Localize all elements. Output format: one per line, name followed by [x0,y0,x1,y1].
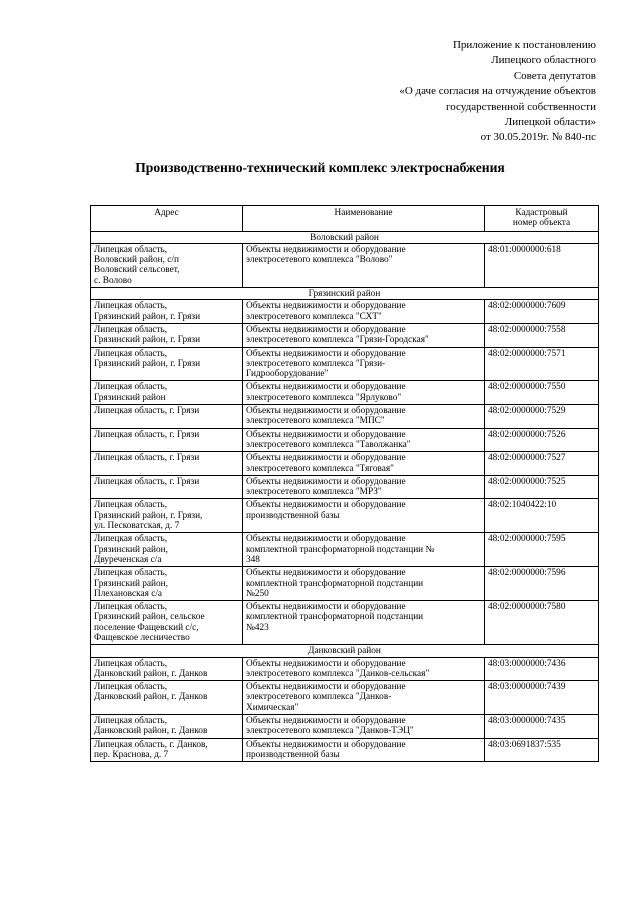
column-header-cadastral: Кадастровый номер объекта [485,206,599,232]
cadastral-cell: 48:02:0000000:7527 [485,452,599,476]
cadastral-cell: 48:01:0000000:618 [485,243,599,287]
table-row [91,533,599,567]
address-cell: Липецкая область, Грязинский район, г. Грязи [91,300,243,324]
cadastral-cell: 48:02:0000000:7609 [485,300,599,324]
name-cell: Объекты недвижимости и оборудование электросетевого комплекса "МРЗ" [243,475,485,499]
cadastral-cell: 48:02:0000000:7529 [485,405,599,429]
address-cell: Липецкая область, Данковский район, г. Данков [91,657,243,681]
header-line: Липецкого областного [491,54,596,67]
cadastral-cell: 48:02:0000000:7595 [485,533,599,567]
header-line: государственной собственности [446,100,596,113]
section-title: Грязинский район [91,288,599,300]
address-cell: Липецкая область, Грязинский район, г. Грязи [91,347,243,381]
cadastral-cell: 48:03:0000000:7439 [485,681,599,715]
name-cell: Объекты недвижимости и оборудование электросетевого комплекса "Грязи- Гидрооборудование" [243,347,485,381]
table-row [91,715,599,739]
section-row [91,645,599,657]
table-row [91,300,599,324]
address-cell: Липецкая область, Грязинский район, Двуреченская с/а [91,533,243,567]
table-row [91,657,599,681]
objects-table [90,205,599,762]
cadastral-cell: 48:02:0000000:7525 [485,475,599,499]
section-title: Данковский район [91,645,599,657]
table-row [91,452,599,476]
address-cell: Липецкая область, Грязинский район, г. Грязи [91,323,243,347]
cadastral-cell: 48:03:0000000:7436 [485,657,599,681]
name-cell: Объекты недвижимости и оборудование производственной базы [243,738,485,762]
table-header-row [91,206,599,232]
table-body [91,231,599,762]
address-cell: Липецкая область, Грязинский район [91,381,243,405]
table-row [91,243,599,287]
section-row [91,231,599,243]
cadastral-cell: 48:03:0000000:7435 [485,715,599,739]
table-row [91,405,599,429]
name-cell: Объекты недвижимости и оборудование электросетевого комплекса "Ярлуково" [243,381,485,405]
table-row [91,601,599,645]
table-row [91,381,599,405]
address-cell: Липецкая область, г. Грязи [91,428,243,452]
address-cell: Липецкая область, Данковский район, г. Данков [91,715,243,739]
column-header-name: Наименование [243,206,485,232]
header-line: Липецкой области» [504,116,596,129]
name-cell: Объекты недвижимости и оборудование электросетевого комплекса "Волово" [243,243,485,287]
address-cell: Липецкая область, г. Данков, пер. Краснова, д. 7 [91,738,243,762]
table-row [91,738,599,762]
name-cell: Объекты недвижимости и оборудование комплектной трансформаторной подстанции №423 [243,601,485,645]
name-cell: Объекты недвижимости и оборудование комплектной трансформаторной подстанции № 348 [243,533,485,567]
name-cell: Объекты недвижимости и оборудование электросетевого комплекса "Грязи-Городская" [243,323,485,347]
cadastral-cell: 48:02:0000000:7596 [485,567,599,601]
table-row [91,475,599,499]
table-row [91,567,599,601]
address-cell: Липецкая область, г. Грязи [91,452,243,476]
name-cell: Объекты недвижимости и оборудование комплектной трансформаторной подстанции №250 [243,567,485,601]
name-cell: Объекты недвижимости и оборудование электросетевого комплекса "Данков-ТЭЦ" [243,715,485,739]
name-cell: Объекты недвижимости и оборудование электросетевого комплекса "МПС" [243,405,485,429]
section-row [91,288,599,300]
header-line: Совета депутатов [513,69,596,82]
cadastral-cell: 48:02:0000000:7571 [485,347,599,381]
address-cell: Липецкая область, Грязинский район, г. Грязи, ул. Песковатская, д. 7 [91,499,243,533]
cadastral-cell: 48:02:0000000:7558 [485,323,599,347]
table-row [91,428,599,452]
header-line: от 30.05.2019г. № 840-пс [480,131,596,144]
cadastral-cell: 48:02:0000000:7526 [485,428,599,452]
address-cell: Липецкая область, Грязинский район, сельское поселение Фащевский с/с, Фащевское лесничество [91,601,243,645]
name-cell: Объекты недвижимости и оборудование электросетевого комплекса "Данков- Химическая" [243,681,485,715]
cadastral-cell: 48:02:1040422:10 [485,499,599,533]
document-header [266,38,596,146]
address-cell: Липецкая область, Воловский район, с/п Воловский сельсовет, с. Волово [91,243,243,287]
header-line: Приложение к постановлению [452,39,596,51]
table-row [91,347,599,381]
header-line: «О даче согласия на отчуждение объектов [399,85,596,98]
address-cell: Липецкая область, Грязинский район, Плехановская с/а [91,567,243,601]
table-row [91,499,599,533]
name-cell: Объекты недвижимости и оборудование электросетевого комплекса "Тяговая" [243,452,485,476]
table-row [91,323,599,347]
address-cell: Липецкая область, г. Грязи [91,405,243,429]
name-cell: Объекты недвижимости и оборудование производственной базы [243,499,485,533]
section-title: Воловский район [91,231,599,243]
address-cell: Липецкая область, Данковский район, г. Данков [91,681,243,715]
page-title: Производственно-технический комплекс электроснабжения [135,160,505,175]
name-cell: Объекты недвижимости и оборудование электросетевого комплекса "СХТ" [243,300,485,324]
table-row [91,681,599,715]
cadastral-cell: 48:02:0000000:7580 [485,601,599,645]
cadastral-cell: 48:02:0000000:7550 [485,381,599,405]
address-cell: Липецкая область, г. Грязи [91,475,243,499]
name-cell: Объекты недвижимости и оборудование электросетевого комплекса "Таволжанка" [243,428,485,452]
column-header-address: Адрес [91,206,243,232]
name-cell: Объекты недвижимости и оборудование электросетевого комплекса "Данков-сельская" [243,657,485,681]
cadastral-cell: 48:03:0691837:535 [485,738,599,762]
